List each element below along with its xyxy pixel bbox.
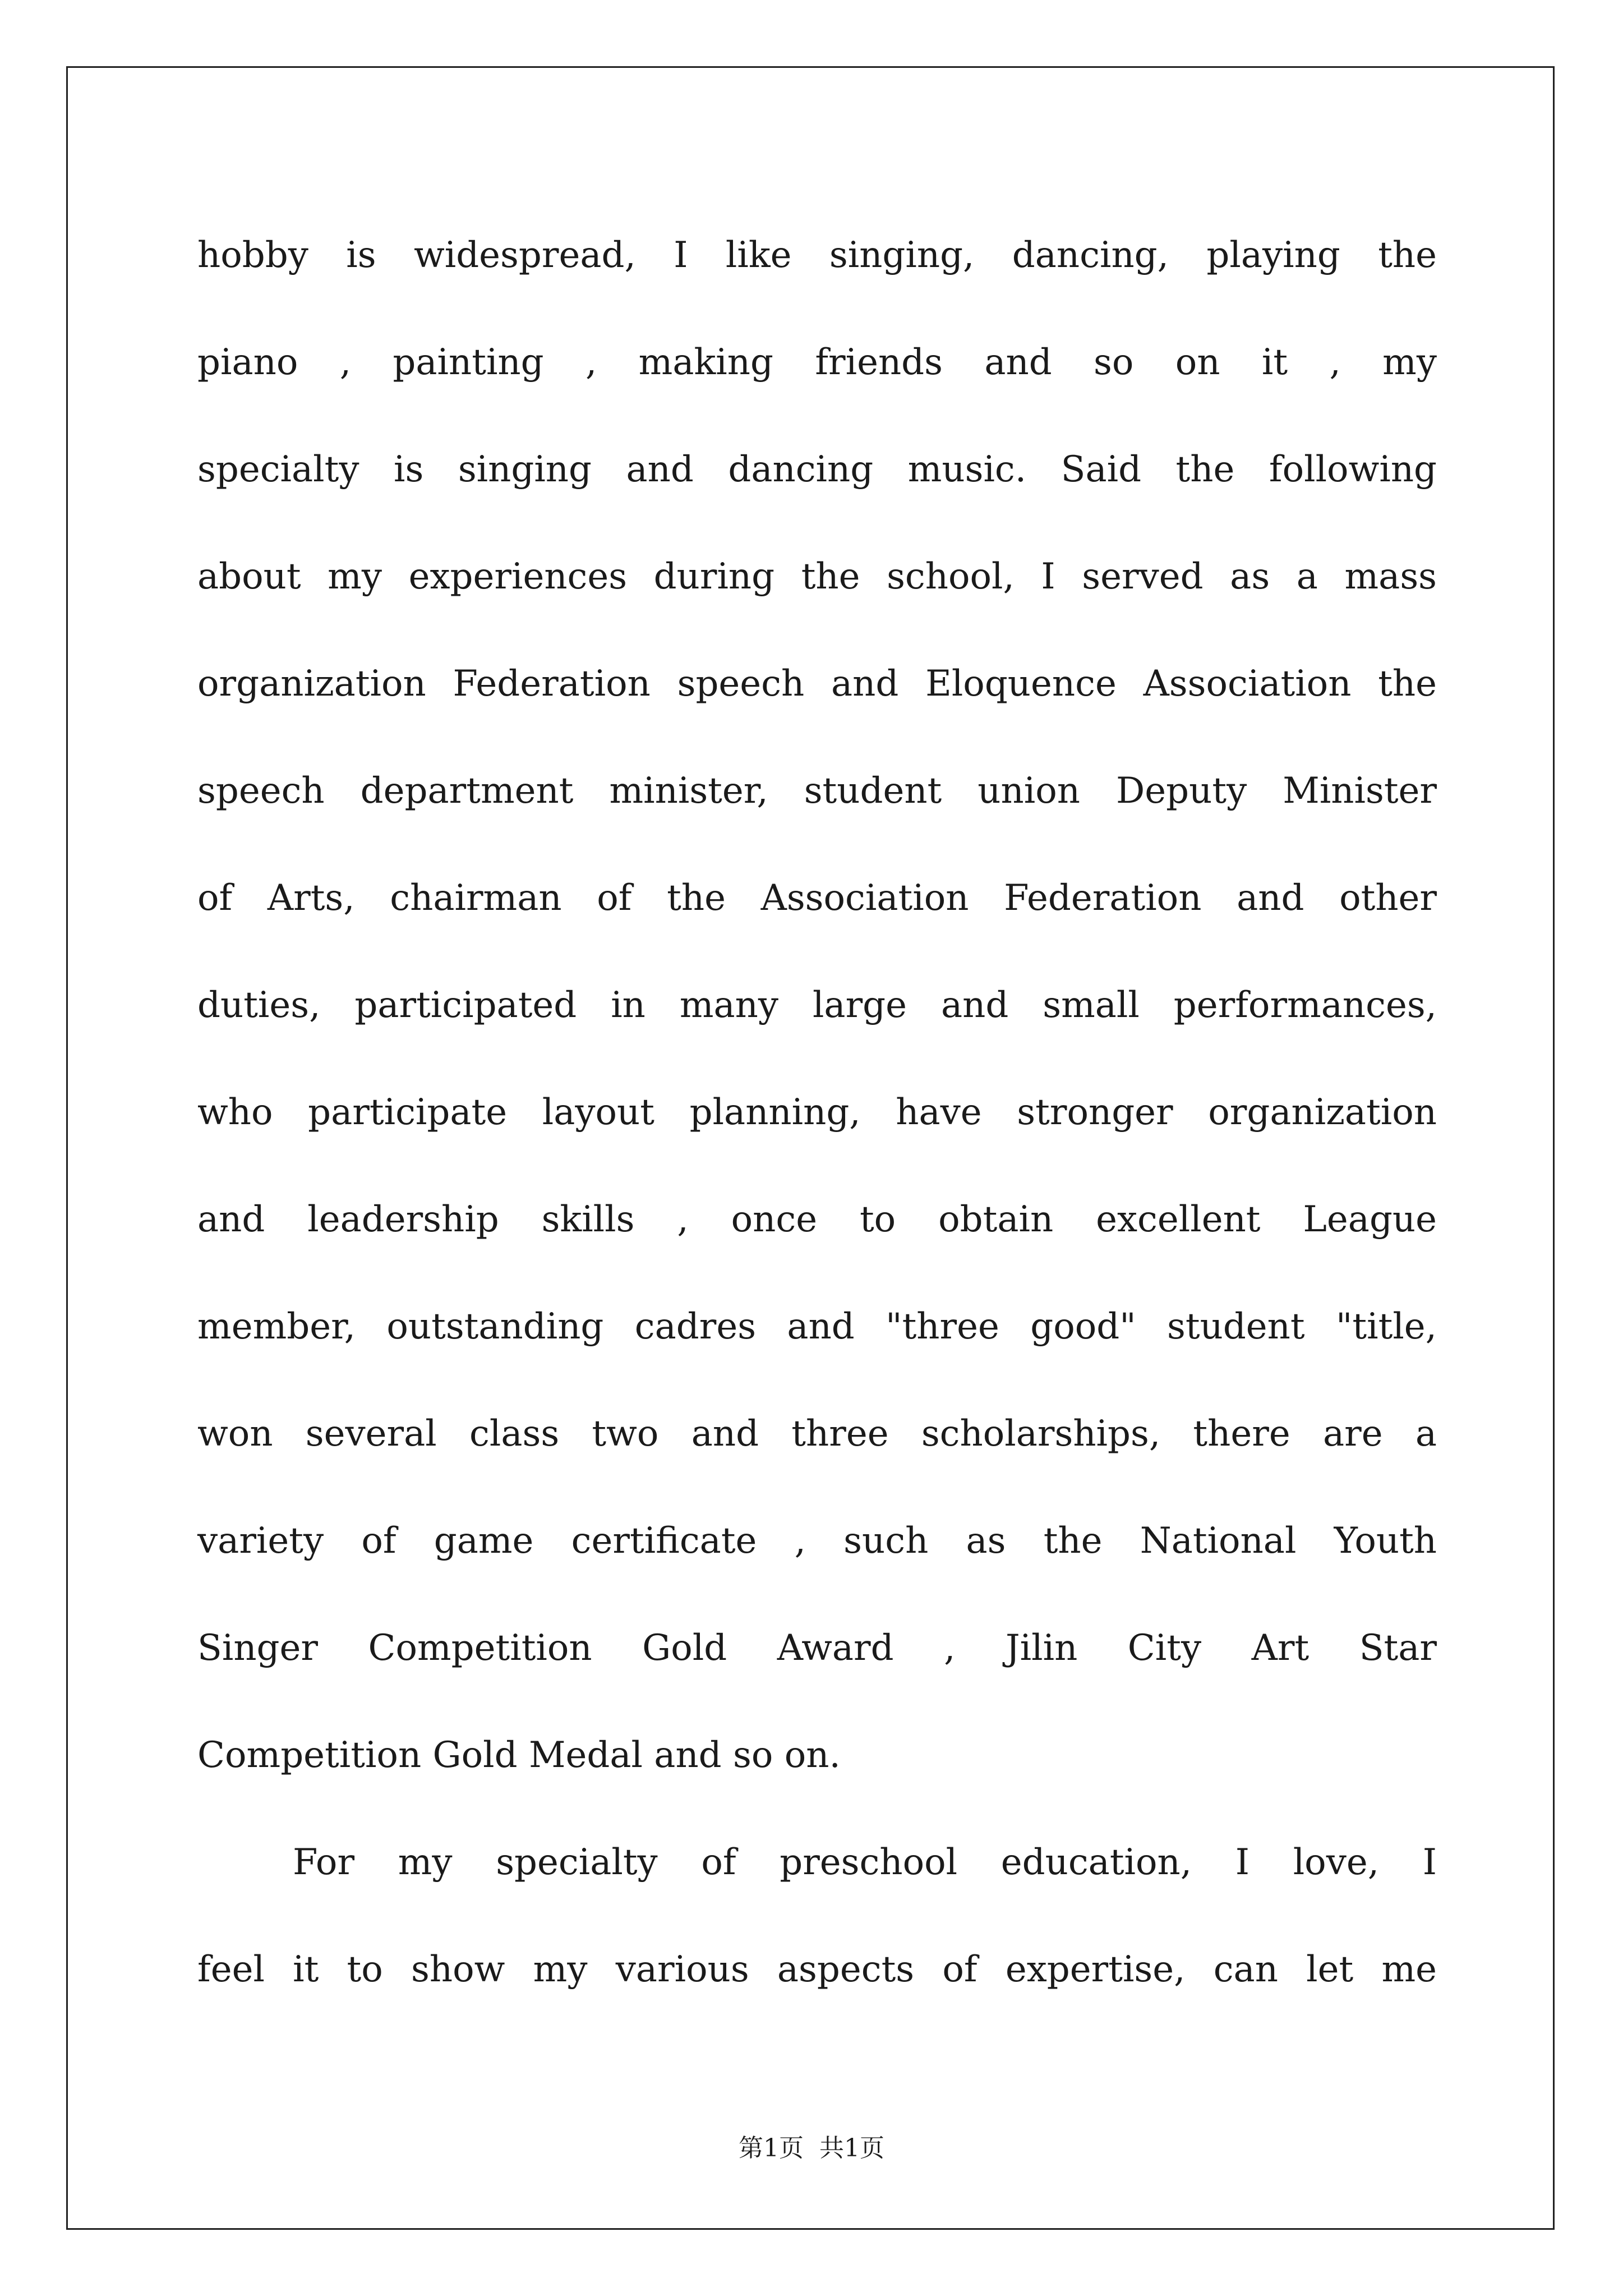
text-line: member, outstanding cadres and "three good" student "title, (197, 1306, 1437, 1347)
page-number-footer: 第1页 共1页 (739, 2134, 884, 2162)
text-line: specialty is singing and dancing music. Said the following (197, 449, 1437, 490)
text-line: Competition Gold Medal and so on. (197, 1734, 841, 1776)
text-line: duties, participated in many large and small performances, (197, 984, 1437, 1026)
text-line: about my experiences during the school, I served as a mass (197, 556, 1437, 597)
text-line: hobby is widespread, I like singing, dancing, playing the (197, 234, 1437, 276)
text-line: speech department minister, student union Deputy Minister (197, 770, 1437, 812)
text-line: piano , painting , making friends and so on it , my (197, 342, 1437, 383)
text-line: of Arts, chairman of the Association Federation and other (197, 877, 1437, 919)
text-line: organization Federation speech and Eloquence Association the (197, 663, 1437, 705)
text-line: Singer Competition Gold Award , Jilin City Art Star (197, 1627, 1437, 1669)
document-body (197, 213, 1437, 2035)
text-line: and leadership skills , once to obtain excellent League (197, 1199, 1437, 1240)
paragraph-start-line: For my specialty of preschool education, I love, I (293, 1842, 1437, 1883)
text-line: who participate layout planning, have stronger organization (197, 1092, 1437, 1133)
text-line: feel it to show my various aspects of expertise, can let me (197, 1949, 1437, 1990)
text-line: variety of game certificate , such as the National Youth (197, 1520, 1437, 1562)
text-line: won several class two and three scholarships, there are a (197, 1413, 1437, 1455)
